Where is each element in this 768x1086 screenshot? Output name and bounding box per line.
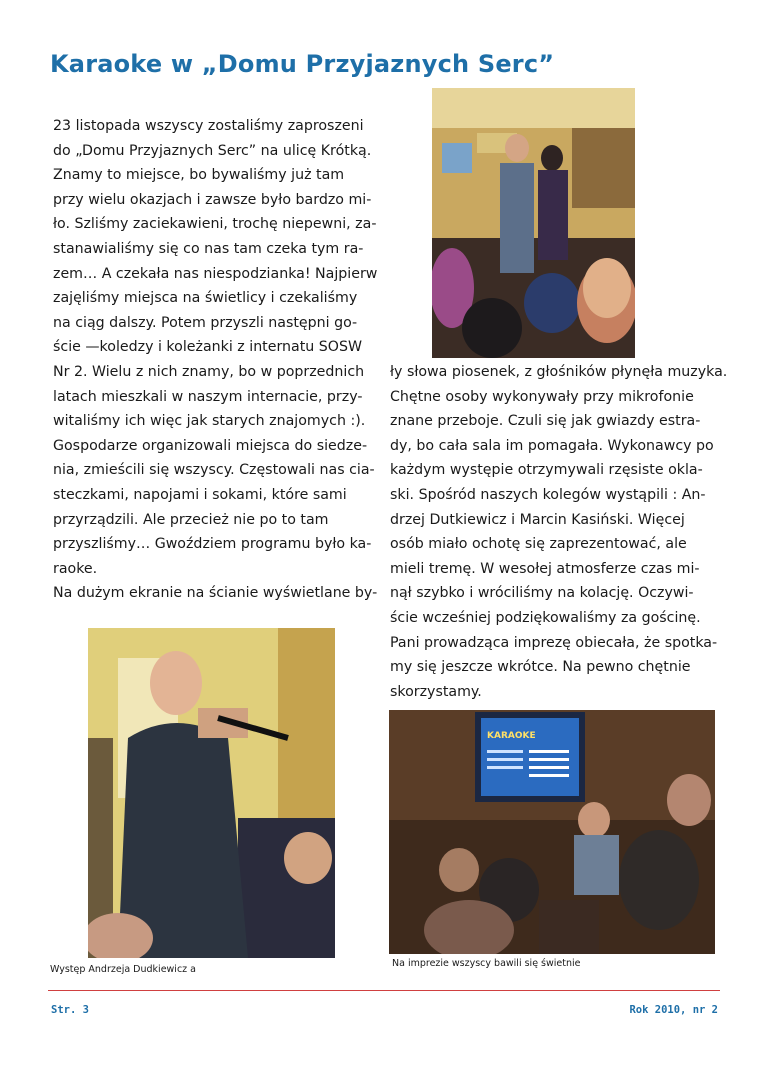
article-line: nął szybko i wróciliśmy na kolację. Oczywi- (390, 585, 694, 602)
article-line: ło. Szliśmy zaciekawieni, trochę niepewni, za- (53, 216, 377, 233)
article-line: ście —koledzy i koleżanki z internatu SOSW (53, 339, 363, 356)
article-column-right (390, 360, 727, 704)
party-photo-caption: Na imprezie wszyscy bawili się świetnie (392, 958, 581, 969)
article-line: przyszliśmy… Gwoździem programu było ka- (53, 536, 372, 553)
singer-photo-caption: Występ Andrzeja Dudkiewicz a (50, 964, 196, 975)
article-title: Karaoke w „Domu Przyjaznych Serc” (50, 50, 555, 78)
article-column-left (53, 114, 377, 606)
page-number: Str. 3 (51, 1004, 89, 1016)
article-line: przy wielu okazjach i zawsze było bardzo mi- (53, 191, 372, 208)
article-line: 23 listopada wszyscy zostaliśmy zaproszeni (53, 118, 364, 134)
article-line: zem… A czekała nas niespodzianka! Najpierw (53, 265, 378, 282)
article-line: ski. Spośród naszych kolegów wystąpili : An- (390, 486, 706, 503)
issue-label: Rok 2010, nr 2 (629, 1004, 718, 1016)
article-line: witaliśmy ich więc jak starych znajomych :). (53, 413, 366, 430)
article-line: latach mieszkali w naszym internacie, przy- (53, 388, 363, 405)
article-line: steczkami, napojami i sokami, które sami (53, 486, 347, 503)
article-line: ście wcześniej podziękowaliśmy za gościnę. (390, 609, 701, 626)
article-line: Nr 2. Wielu z nich znamy, bo w poprzednich (53, 363, 365, 380)
article-line: na ciąg dalszy. Potem przyszli następni go- (53, 314, 358, 331)
article-line: raoke. (53, 560, 98, 577)
article-line: każdym występie otrzymywali rzęsiste okla- (390, 462, 703, 479)
article-line: osób miało ochotę się zaprezentować, ale (390, 536, 687, 553)
singer-photo (88, 628, 335, 958)
article-line: mieli tremę. W wesołej atmosferze czas mi- (390, 560, 700, 577)
article-line: stanawialiśmy się co nas tam czeka tym ra- (53, 240, 364, 257)
karaoke-group-photo (432, 88, 635, 358)
karaoke-screen-photo (389, 710, 715, 954)
article-line: drzej Dutkiewicz i Marcin Kasiński. Więcej (390, 511, 685, 528)
article-line: znane przeboje. Czuli się jak gwiazdy estra- (390, 413, 701, 430)
article-line: nia, zmieścili się wszyscy. Częstowali nas cia- (53, 462, 375, 479)
svg-text:KARAOKE: KARAOKE (487, 731, 536, 741)
article-line: przyrządzili. Ale przecież nie po to tam (53, 511, 329, 528)
article-line: do „Domu Przyjaznych Serc” na ulicę Krótką. (53, 142, 372, 159)
article-line: dy, bo cała sala im pomagała. Wykonawcy po (390, 437, 714, 454)
article-line: zajęliśmy miejsca na świetlicy i czekaliśmy (53, 290, 358, 307)
article-line: Gospodarze organizowali miejsca do siedze- (53, 437, 368, 454)
article-line: Chętne osoby wykonywały przy mikrofonie (390, 388, 694, 405)
article-line: my się jeszcze wkrótce. Na pewno chętnie (390, 659, 691, 676)
article-line: ły słowa piosenek, z głośników płynęła muzyka. (390, 364, 728, 380)
footer-divider (48, 990, 720, 991)
article-line: skorzystamy. (390, 683, 482, 700)
article-line: Na dużym ekranie na ścianie wyświetlane by- (53, 585, 378, 602)
article-line: Znamy to miejsce, bo bywaliśmy już tam (53, 167, 345, 184)
article-line: Pani prowadząca imprezę obiecała, że spotka- (390, 634, 718, 651)
